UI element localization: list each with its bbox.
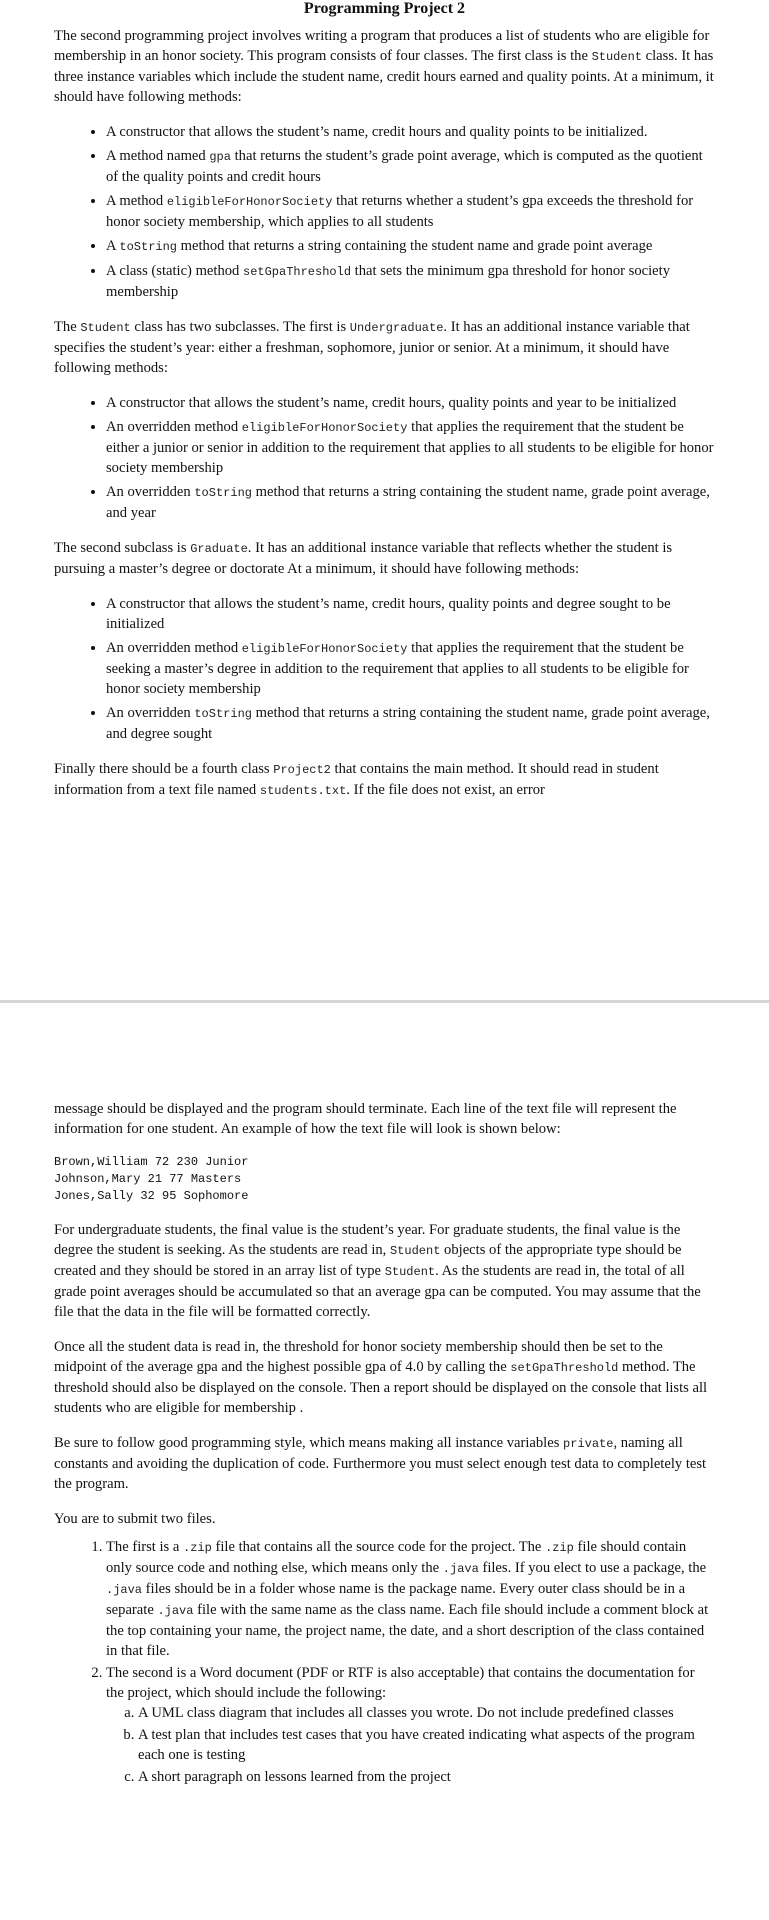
document-title: Programming Project 2 <box>303 0 466 17</box>
types-paragraph: For undergraduate students, the final value is the student’s year. For graduate students, the final value is the degree the student is seeking. As the students are read in, Student objects of the appropriate type should be created and they should be stored in an array list of type Student. As the students are read in, the total of all grade point averages should be accumulated so that an average gpa can be computed. You may assume that the file that the data in the file will be formatted correctly. <box>54 1222 701 1320</box>
inline-code: Student <box>80 321 131 335</box>
submission-item-document-text: The second is a Word document (PDF or RTF is also acceptable) that contains the documentation for the project, which should include the following: <box>106 1665 695 1701</box>
inline-code: Student <box>591 50 642 64</box>
sample-line: Jones,Sally 32 95 Sophomore <box>54 1189 249 1203</box>
inline-code: Project2 <box>273 763 331 777</box>
inline-code: setGpaThreshold <box>510 1361 619 1375</box>
documentation-item: a. A UML class diagram that includes all classes you wrote. Do not include predefined classes <box>138 1703 714 1723</box>
documentation-item: c. A short paragraph on lessons learned from the project <box>138 1767 714 1787</box>
inline-code: Student <box>384 1265 436 1279</box>
submission-item-zip-text: The first is a .zip file that contains all the source code for the project. The .zip file should contain only source code and nothing else, which means only the .java files. If you elect to use a package, the .java files should be in a folder whose name is the package name. Every outer class should be in a separate .java file with the same name as the class name. Each file should include a comment block at the top containing your name, the project name, the date, and a short description of the class contained in that file. <box>106 1539 709 1659</box>
inline-code: students.txt <box>259 784 347 798</box>
graduate-methods-list <box>54 594 714 744</box>
sample-line: Johnson,Mary 21 77 Masters <box>54 1172 242 1186</box>
submission-item-document <box>106 1663 714 1787</box>
bullet-item: • An overridden method eligibleForHonorSociety that applies the requirement that the student be either a junior or senior in addition to the requirement that applies to all students to be eligible for honor society membership <box>106 417 714 478</box>
bullet-item: • An overridden method eligibleForHonorSociety that applies the requirement that the student be seeking a master’s degree in addition to the requirement that applies to all students to be eligible for honor society membership <box>106 638 714 699</box>
inline-code: eligibleForHonorSociety <box>166 195 333 209</box>
bullet-item: • A method named gpa that returns the student’s grade point average, which is computed as the quotient of the quality points and credit hours <box>106 146 714 187</box>
bullet-item: • A constructor that allows the student’s name, credit hours, quality points and degree sought to be initialized <box>106 594 714 634</box>
bullet-item: • A class (static) method setGpaThreshold that sets the minimum gpa threshold for honor society membership <box>106 261 714 302</box>
project2-paragraph: Finally there should be a fourth class Project2 that contains the main method. It should read in student information from a text file named students.txt. If the file does not exist, an error <box>54 761 659 798</box>
page-1-body <box>54 26 714 816</box>
threshold-paragraph: Once all the student data is read in, the threshold for honor society membership should then be set to the midpoint of the average gpa and the highest possible gpa of 4.0 by calling the setGpaThreshold method. The threshold should also be displayed on the console. Then a report should be displayed on the console that lists all students who are eligible for membership . <box>54 1339 708 1416</box>
inline-code: .java <box>157 1604 194 1618</box>
bullet-item: • An overridden toString method that returns a string containing the student name, grade point average, and degree sought <box>106 703 714 744</box>
inline-code: toString <box>194 486 252 500</box>
intro-paragraph: The second programming project involves writing a program that produces a list of students who are eligible for membership in an honor society. This program consists of four classes. The first class is the Student class. It has three instance variables which include the student name, credit hours earned and quality points. At a minimum, it should have following methods: <box>54 28 714 105</box>
inline-code: .zip <box>183 1541 212 1555</box>
inline-code: setGpaThreshold <box>243 265 352 279</box>
documentation-list <box>106 1703 714 1787</box>
continuation-paragraph: message should be displayed and the program should terminate. Each line of the text file will represent the information for one student. An example of how the text file will look is shown below: <box>54 1101 677 1137</box>
sample-line: Brown,William 72 230 Junior <box>54 1155 249 1169</box>
submit-intro: You are to submit two files. <box>54 1511 216 1527</box>
style-paragraph: Be sure to follow good programming style, which means making all instance variables private, naming all constants and avoiding the duplication of code. Furthermore you must select enough test data to completely test the program. <box>54 1435 707 1492</box>
document-page-2 <box>0 1003 769 1920</box>
bullet-item: • A constructor that allows the student’s name, credit hours and quality points to be initialized. <box>106 122 714 142</box>
inline-code: eligibleForHonorSociety <box>241 642 408 656</box>
documentation-item: b. A test plan that includes test cases that you have created indicating what aspects of the program each one is testing <box>138 1725 714 1765</box>
undergraduate-paragraph: The Student class has two subclasses. The first is Undergraduate. It has an additional instance variable that specifies the student’s year: either a freshman, sophomore, junior or senior. At a minimum, it should have following methods: <box>54 319 690 376</box>
submission-item-zip <box>106 1537 714 1661</box>
inline-code: toString <box>119 240 177 254</box>
bullet-item: • A method eligibleForHonorSociety that returns whether a student’s gpa exceeds the threshold for honor society membership, which applies to all students <box>106 191 714 232</box>
inline-code: .java <box>442 1562 479 1576</box>
inline-code: toString <box>194 707 252 721</box>
inline-code: eligibleForHonorSociety <box>241 421 408 435</box>
student-methods-list <box>54 122 714 302</box>
inline-code: .java <box>106 1583 143 1597</box>
inline-code: Undergraduate <box>349 321 444 335</box>
undergraduate-methods-list <box>54 393 714 523</box>
inline-code: gpa <box>209 150 231 164</box>
inline-code: private <box>563 1437 614 1451</box>
submission-list <box>54 1537 714 1787</box>
inline-code: Graduate <box>190 542 248 556</box>
inline-code: .zip <box>545 1541 574 1555</box>
bullet-item: • An overridden toString method that returns a string containing the student name, grade point average, and year <box>106 482 714 523</box>
bullet-item: • A constructor that allows the student’s name, credit hours, quality points and year to be initialized <box>106 393 714 413</box>
graduate-paragraph: The second subclass is Graduate. It has an additional instance variable that reflects whether the student is pursuing a master’s degree or doctorate At a minimum, it should have following methods: <box>54 540 673 577</box>
page-2-body <box>54 1099 714 1789</box>
inline-code: Student <box>389 1244 441 1258</box>
sample-file-block <box>54 1154 714 1205</box>
bullet-item: • A toString method that returns a string containing the student name and grade point average <box>106 236 714 257</box>
